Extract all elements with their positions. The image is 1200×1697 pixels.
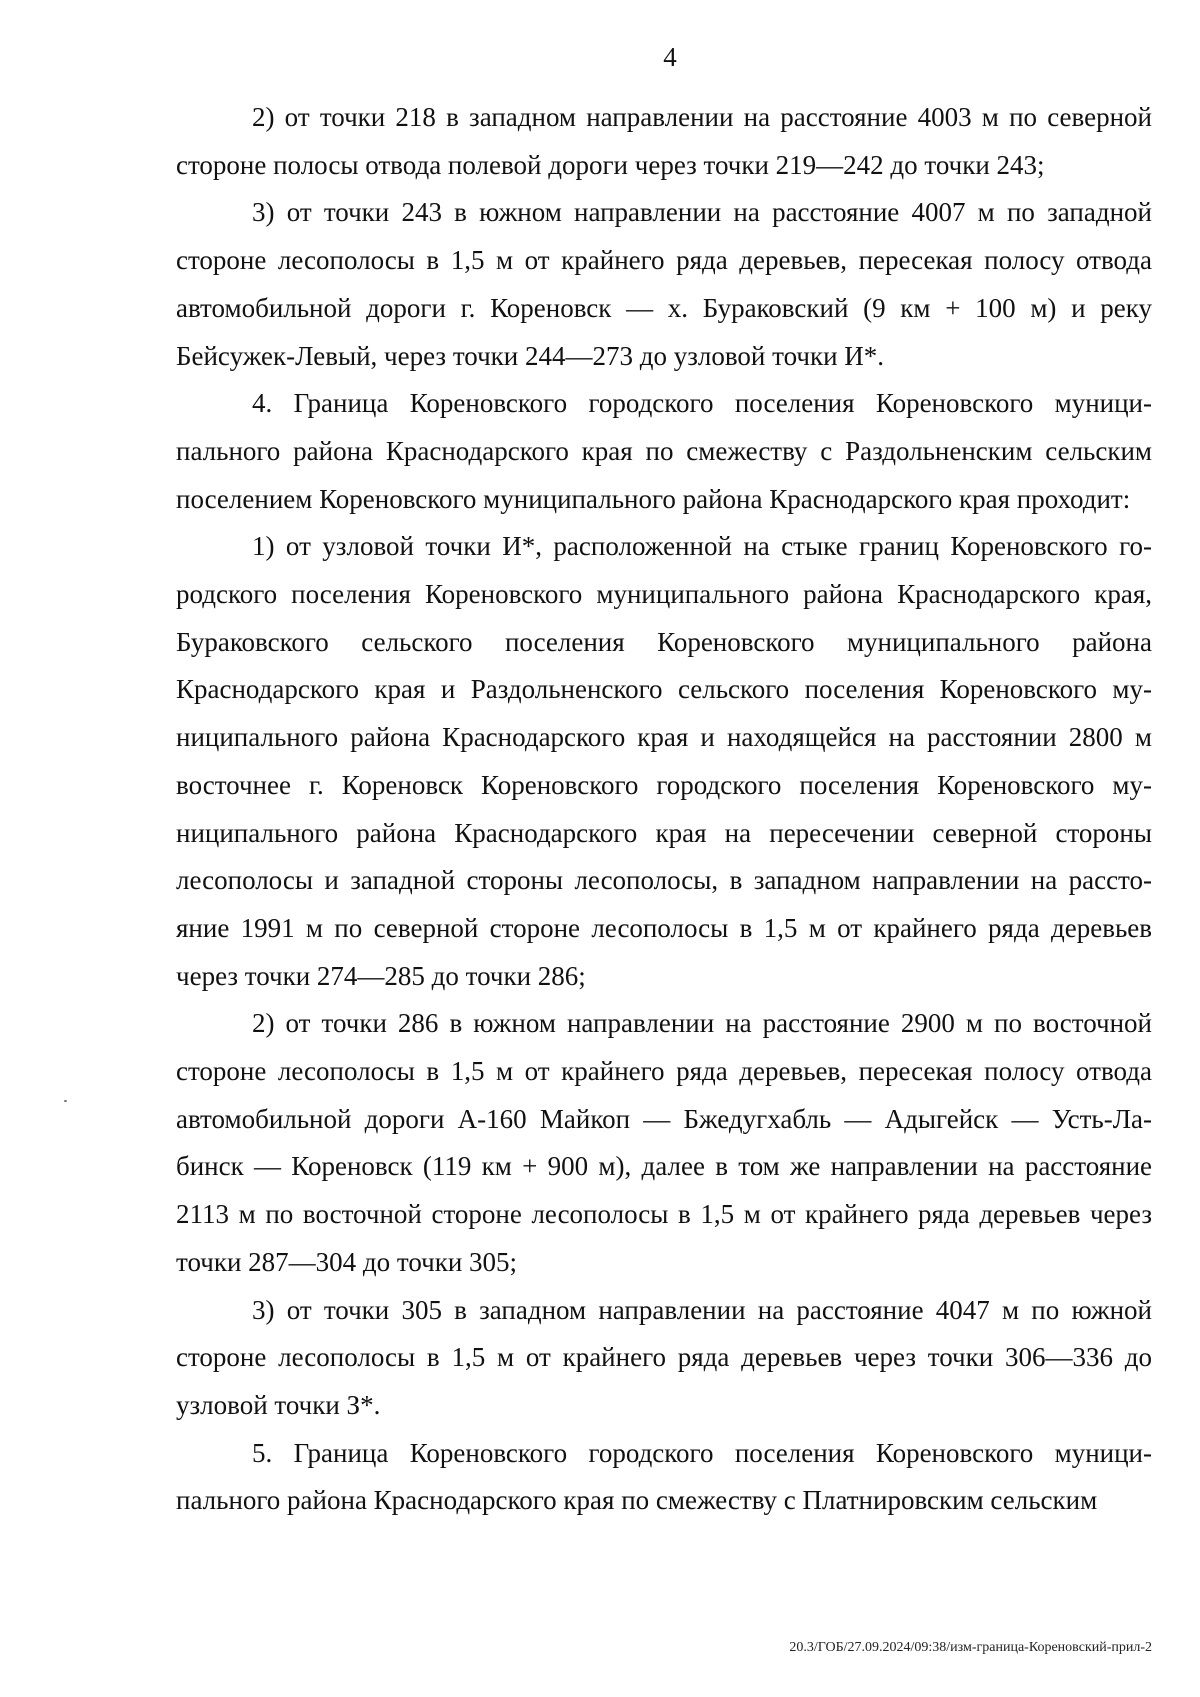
page-number: 4: [663, 42, 677, 72]
paragraph-section-5-heading: 5. Граница Кореновского городского поселения Кореновского муниципального района Краснодарского края по смежеству с Платнировским сельским: [176, 1437, 1152, 1516]
document-footer-code: 20.3/ГОБ/27.09.2024/09:38/изм-граница-Кореновский-прил-2: [789, 1640, 1152, 1655]
scan-speck: [64, 1100, 67, 1102]
paragraph-item-2-point-218: 2) от точки 218 в западном направлении на расстояние 4003 м по северной стороне полосы отвода полевой дороги через точки 219—242 до точки 243;: [176, 102, 1152, 180]
paragraph-item-2-point-286: 2) от точки 286 в южном направлении на расстояние 2900 м по восточной стороне лесополосы в 1,5 м от крайнего ряда деревьев, пересекая полосу отвода автомобильной дороги А-160 Майкоп — Бжедугхабль — Адыгейск — Усть-Лабинск — Кореновск (119 км + 900 м), далее в том же направлении на расстояние 2113 м по восточной стороне лесополосы в 1,5 м от крайнего ряда деревьев через точки 287—304 до точки 305;: [176, 1008, 1152, 1277]
paragraph-section-4-heading: 4. Граница Кореновского городского поселения Кореновского муниципального района Краснодарского края по смежеству с Раздольненским сельским поселением Кореновского муниципального района Краснодарского края проходит:: [176, 388, 1152, 514]
document-body: [176, 94, 1152, 1525]
paragraph-item-3-point-243: 3) от точки 243 в южном направлении на расстояние 4007 м по западной стороне лесополосы в 1,5 м от крайнего ряда деревьев, пересекая полосу отвода автомобильной дороги г. Кореновск — х. Бураковский (9 км + 100 м) и реку Бейсужек-Левый, через точки 244—273 до узловой точки И*.: [176, 197, 1152, 371]
paragraph-item-1-node-i: 1) от узловой точки И*, расположенной на стыке границ Кореновского городского поселения Кореновского муниципального района Краснодарского края, Бураковского сельского поселения Кореновского муниципального района Краснодарского края и Раздольненского сельского поселения Кореновского муниципального района Краснодарского края и находящейся на расстоянии 2800 м восточнее г. Кореновск Кореновского городского поселения Кореновского муниципального района Краснодарского края на пересечении северной стороны лесополосы и западной стороны лесополосы, в западном направлении на расстояние 1991 м по северной стороне лесополосы в 1,5 м от крайнего ряда деревьев через точки 274—285 до точки 286;: [176, 531, 1152, 991]
paragraph-item-3-point-305: 3) от точки 305 в западном направлении на расстояние 4047 м по южной стороне лесополосы в 1,5 м от крайнего ряда деревьев через точки 306—336 до узловой точки З*.: [176, 1294, 1152, 1420]
